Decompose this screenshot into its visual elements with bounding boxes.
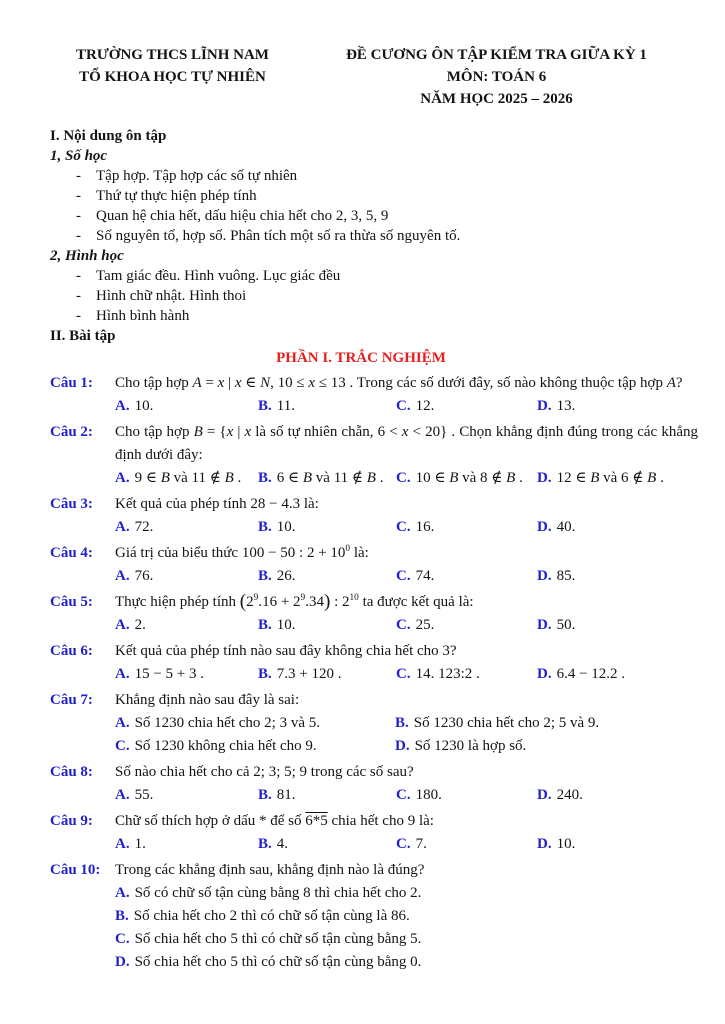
option-text: 180. — [415, 787, 442, 803]
option-letter: B. — [258, 519, 272, 535]
option-text: 74. — [415, 568, 435, 584]
option-b — [258, 833, 396, 856]
option-letter: D. — [537, 398, 552, 414]
question-label: Câu 10: — [50, 862, 101, 878]
option-a — [115, 712, 395, 735]
list-item-text: Thứ tự thực hiện phép tính — [96, 188, 257, 204]
list-item-text: Quan hệ chia hết, dấu hiệu chia hết cho 2, 3, 5, 9 — [96, 208, 389, 224]
option-text: 7.3 + 120 . — [276, 666, 342, 682]
option-b — [258, 663, 396, 686]
list-item — [50, 306, 698, 326]
option-text: Số 1230 không chia hết cho 9. — [134, 738, 317, 754]
question-label: Câu 3: — [50, 496, 93, 512]
option-letter: C. — [396, 617, 411, 633]
option-b — [258, 784, 396, 807]
option-text: 81. — [276, 787, 296, 803]
option-text: 2. — [134, 617, 146, 633]
review-outline — [50, 126, 698, 346]
options-list — [115, 882, 698, 974]
option-c — [396, 565, 537, 588]
option-d — [395, 735, 698, 758]
bullet-dash: - — [76, 188, 81, 204]
option-a — [115, 395, 258, 418]
option-text: Số 1230 chia hết cho 2; 5 và 9. — [413, 715, 600, 731]
subsection-title-geometry: 2, Hình học — [50, 248, 124, 264]
header-school-block — [50, 44, 295, 110]
option-letter: C. — [396, 787, 411, 803]
option-d — [115, 951, 698, 974]
option-letter: D. — [537, 666, 552, 682]
options-row — [115, 833, 698, 856]
question-text: Cho tập hợp B = {x | x là số tự nhiên chẵn, 6 < x < 20} . Chọn khẳng định đúng trong các khẳng định dưới đây: — [115, 424, 698, 463]
option-letter: B. — [258, 666, 272, 682]
option-letter: C. — [115, 738, 130, 754]
option-letter: C. — [396, 568, 411, 584]
list-item-text: Hình chữ nhật. Hình thoi — [96, 288, 247, 304]
option-c — [396, 833, 537, 856]
bullet-dash: - — [76, 168, 81, 184]
option-c — [396, 467, 537, 490]
option-text: 26. — [276, 568, 296, 584]
options-row — [115, 663, 698, 686]
option-a — [115, 833, 258, 856]
option-letter: A. — [115, 836, 130, 852]
doc-school-year: NĂM HỌC 2025 – 2026 — [420, 91, 573, 107]
option-text: 12. — [415, 398, 435, 414]
option-text: 10. — [556, 836, 576, 852]
option-text: 14. 123:2 . — [415, 666, 480, 682]
option-letter: C. — [396, 519, 411, 535]
option-c — [396, 395, 537, 418]
option-letter: A. — [115, 470, 130, 486]
option-letter: D. — [537, 470, 552, 486]
option-text: 85. — [556, 568, 576, 584]
option-c — [396, 784, 537, 807]
doc-title: ĐỀ CƯƠNG ÔN TẬP KIỂM TRA GIỮA KỲ 1 — [346, 47, 647, 63]
option-c — [396, 663, 537, 686]
options-row — [115, 784, 698, 807]
option-letter: D. — [537, 617, 552, 633]
option-c — [396, 516, 537, 539]
options-row — [115, 614, 698, 637]
list-item — [50, 186, 698, 206]
question-body — [115, 761, 698, 807]
option-text: 10. — [276, 617, 296, 633]
question-label: Câu 4: — [50, 545, 93, 561]
option-letter: A. — [115, 398, 130, 414]
school-name: TRƯỜNG THCS LĨNH NAM — [76, 47, 269, 63]
question-8 — [50, 761, 698, 807]
option-text: Số chia hết cho 5 thì có chữ số tận cùng bằng 0. — [134, 954, 422, 970]
list-item — [50, 166, 698, 186]
option-a — [115, 565, 258, 588]
question-text: Thực hiện phép tính $(2^9.16 + 2^9.34)$ : $2^{10}$ ta được kết quả là: — [115, 591, 474, 612]
list-item-text: Tập hợp. Tập hợp các số tự nhiên — [96, 168, 298, 184]
option-a — [115, 516, 258, 539]
question-body — [115, 810, 698, 856]
question-body — [115, 542, 698, 588]
option-letter: D. — [115, 954, 130, 970]
option-text: 10 ∈ B và 8 ∉ B . — [415, 470, 523, 486]
option-d — [537, 516, 698, 539]
list-item-text: Số nguyên tố, hợp số. Phân tích một số ra thừa số nguyên tố. — [96, 228, 461, 244]
option-text: Số 1230 chia hết cho 2; 3 và 5. — [134, 715, 320, 731]
option-text: 76. — [134, 568, 154, 584]
subsection-title-arithmetic: 1, Số học — [50, 148, 108, 164]
option-letter: A. — [115, 715, 130, 731]
section-title-1: I. Nội dung ôn tập — [50, 128, 167, 144]
options-row — [115, 565, 698, 588]
option-letter: A. — [115, 666, 130, 682]
bullet-dash: - — [76, 268, 81, 284]
list-item-text: Tam giác đều. Hình vuông. Lục giác đều — [96, 268, 341, 284]
option-text: 240. — [556, 787, 583, 803]
options-row — [115, 395, 698, 418]
question-label: Câu 8: — [50, 764, 93, 780]
question-text: Kết quả của phép tính 28 − 4.3 là: — [115, 496, 319, 512]
option-letter: B. — [395, 715, 409, 731]
option-text: 25. — [415, 617, 435, 633]
option-text: 1. — [134, 836, 146, 852]
option-text: 11. — [276, 398, 295, 414]
option-b — [258, 467, 396, 490]
question-body — [115, 859, 698, 974]
option-b — [258, 516, 396, 539]
part-heading: PHẦN I. TRẮC NGHIỆM — [276, 350, 446, 366]
list-item — [50, 206, 698, 226]
option-letter: D. — [395, 738, 410, 754]
question-4 — [50, 542, 698, 588]
option-letter: D. — [537, 836, 552, 852]
option-text: 55. — [134, 787, 154, 803]
option-letter: C. — [396, 836, 411, 852]
option-text: 12 ∈ B và 6 ∉ B . — [556, 470, 664, 486]
options-grid — [115, 712, 698, 758]
option-d — [537, 467, 698, 490]
option-letter: A. — [115, 787, 130, 803]
option-text: 10. — [276, 519, 296, 535]
question-text: Cho tập hợp A = x | x ∈ N, 10 ≤ x ≤ 13 . Trong các số dưới đây, số nào không thuộc tập hợp A? — [115, 375, 683, 391]
question-text: Chữ số thích hợp ở dấu * để số 6*5 chia hết cho 9 là: — [115, 813, 434, 829]
option-text: 6 ∈ B và 11 ∉ B . — [276, 470, 384, 486]
option-letter: D. — [537, 519, 552, 535]
option-text: 9 ∈ B và 11 ∉ B . — [134, 470, 242, 486]
option-b — [258, 614, 396, 637]
option-letter: B. — [258, 617, 272, 633]
question-text: Kết quả của phép tính nào sau đây không chia hết cho 3? — [115, 643, 457, 659]
list-item — [50, 286, 698, 306]
option-b — [395, 712, 698, 735]
option-text: Số chia hết cho 2 thì có chữ số tận cùng là 86. — [133, 908, 410, 924]
option-c — [396, 614, 537, 637]
question-3 — [50, 493, 698, 539]
option-a — [115, 882, 698, 905]
option-b — [258, 565, 396, 588]
option-d — [537, 663, 698, 686]
option-b — [258, 395, 396, 418]
bullet-dash: - — [76, 308, 81, 324]
document-header — [50, 44, 698, 110]
option-letter: B. — [258, 398, 272, 414]
option-letter: B. — [258, 470, 272, 486]
bullet-dash: - — [76, 208, 81, 224]
option-d — [537, 614, 698, 637]
bullet-dash: - — [76, 228, 81, 244]
question-body — [115, 493, 698, 539]
option-letter: B. — [258, 568, 272, 584]
option-letter: B. — [115, 908, 129, 924]
option-letter: A. — [115, 885, 130, 901]
options-row — [115, 516, 698, 539]
option-text: 7. — [415, 836, 427, 852]
question-9 — [50, 810, 698, 856]
option-letter: A. — [115, 568, 130, 584]
question-label: Câu 9: — [50, 813, 93, 829]
question-10 — [50, 859, 698, 974]
question-label: Câu 2: — [50, 424, 93, 440]
doc-subject: MÔN: TOÁN 6 — [446, 69, 547, 85]
section-title-2: II. Bài tập — [50, 328, 116, 344]
option-a — [115, 614, 258, 637]
option-text: 15 − 5 + 3 . — [134, 666, 205, 682]
option-d — [537, 784, 698, 807]
option-letter: C. — [396, 666, 411, 682]
bullet-dash: - — [76, 288, 81, 304]
list-item-text: Hình bình hành — [96, 308, 190, 324]
option-text: Số 1230 là hợp số. — [414, 738, 527, 754]
question-6 — [50, 640, 698, 686]
question-body — [115, 372, 698, 418]
option-d — [537, 833, 698, 856]
option-c — [115, 735, 395, 758]
option-text: 50. — [556, 617, 576, 633]
option-text: Số có chữ số tận cùng bằng 8 thì chia hết cho 2. — [134, 885, 422, 901]
question-1 — [50, 372, 698, 418]
option-b — [115, 905, 698, 928]
option-letter: C. — [396, 470, 411, 486]
question-label: Câu 6: — [50, 643, 93, 659]
option-letter: D. — [537, 787, 552, 803]
list-item — [50, 226, 698, 246]
option-text: 40. — [556, 519, 576, 535]
question-5 — [50, 591, 698, 637]
question-7 — [50, 689, 698, 758]
department-name: TỔ KHOA HỌC TỰ NHIÊN — [79, 69, 266, 85]
question-2 — [50, 421, 698, 490]
question-text: Số nào chia hết cho cả 2; 3; 5; 9 trong các số sau? — [115, 764, 414, 780]
option-a — [115, 663, 258, 686]
option-letter: A. — [115, 519, 130, 535]
question-text: Giá trị của biểu thức 100 − 50 : $2 + 10^0$ là: — [115, 544, 369, 561]
option-letter: A. — [115, 617, 130, 633]
option-text: 6.4 − 12.2 . — [556, 666, 626, 682]
option-letter: B. — [258, 787, 272, 803]
option-a — [115, 784, 258, 807]
question-label: Câu 5: — [50, 594, 93, 610]
option-letter: C. — [115, 931, 130, 947]
question-body — [115, 591, 698, 637]
question-body — [115, 640, 698, 686]
question-text: Trong các khẳng định sau, khẳng định nào là đúng? — [115, 862, 425, 878]
question-text: Khẳng định nào sau đây là sai: — [115, 692, 300, 708]
option-letter: B. — [258, 836, 272, 852]
question-body — [115, 421, 698, 490]
option-d — [537, 395, 698, 418]
option-text: 13. — [556, 398, 576, 414]
question-body — [115, 689, 698, 758]
options-row — [115, 467, 698, 490]
header-title-block — [295, 44, 698, 110]
option-text: 16. — [415, 519, 435, 535]
option-text: Số chia hết cho 5 thì có chữ số tận cùng bằng 5. — [134, 931, 422, 947]
option-text: 10. — [134, 398, 154, 414]
option-c — [115, 928, 698, 951]
question-label: Câu 7: — [50, 692, 93, 708]
option-text: 4. — [276, 836, 289, 852]
option-d — [537, 565, 698, 588]
list-item — [50, 266, 698, 286]
option-text: 72. — [134, 519, 154, 535]
option-a — [115, 467, 258, 490]
option-letter: C. — [396, 398, 411, 414]
option-letter: D. — [537, 568, 552, 584]
question-label: Câu 1: — [50, 375, 93, 391]
